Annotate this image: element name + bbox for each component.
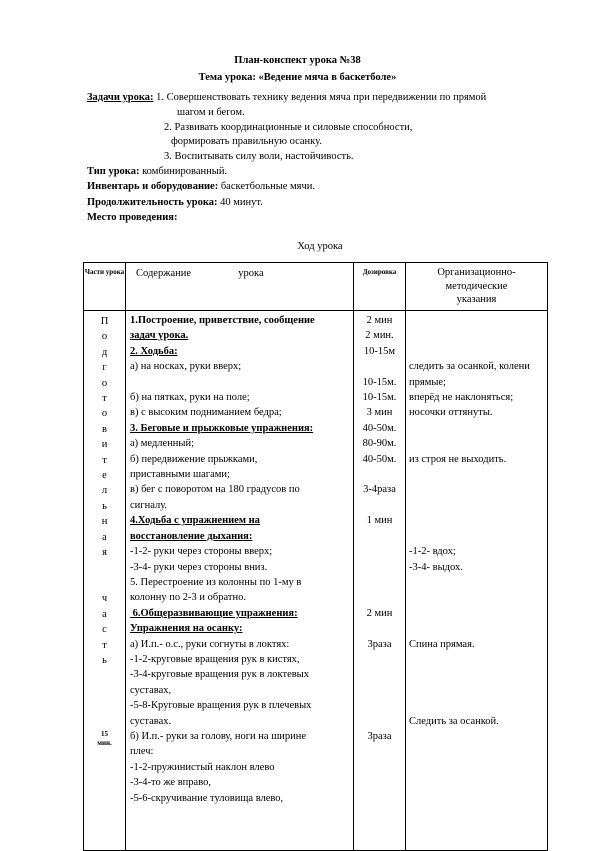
note-line: следить за осанкой, колени xyxy=(409,361,530,373)
note-line xyxy=(409,436,547,451)
content-line: б) И.п.- руки за голову, ноги на ширине xyxy=(130,730,307,742)
dose-line: 40-50м. xyxy=(362,422,397,434)
dose-line xyxy=(354,667,405,682)
inventory-label: Инвентарь и оборудование: xyxy=(87,181,219,192)
header-notes xyxy=(406,263,548,311)
dose-line: 2 мин. xyxy=(365,330,394,342)
part-minutes: 15 xyxy=(101,730,108,739)
content-line: б) на пятках, руки на поле; xyxy=(130,392,250,404)
duration xyxy=(87,196,263,209)
place xyxy=(87,211,177,224)
content-line: а) И.п.- о.с., руки согнуты в локтях: xyxy=(130,638,290,650)
dose-line: 80-90м. xyxy=(362,438,397,450)
dose-line: 2 мин xyxy=(366,315,393,326)
content-line: 2. Ходьба: xyxy=(130,345,178,357)
content-line: Упражнения на осанку: xyxy=(130,623,243,635)
content-line: восстановление дыхания: xyxy=(130,530,253,542)
note-line xyxy=(409,606,547,621)
header-content xyxy=(126,263,354,311)
note-line xyxy=(409,498,547,513)
place-label: Место проведения: xyxy=(87,212,178,223)
vertical-letter: е xyxy=(102,470,107,482)
task-1a: 1. Совершенствовать технику ведения мяча при передвижении по прямой xyxy=(156,92,487,103)
vertical-letter: д xyxy=(101,346,108,358)
note-line xyxy=(409,652,547,667)
dose-line xyxy=(354,575,405,590)
note-line xyxy=(409,344,547,359)
table-header-row xyxy=(84,263,548,311)
content-line: 3. Беговые и прыжковые упражнения: xyxy=(130,422,314,434)
dose-line xyxy=(354,621,405,636)
task-1b: шагом и бегом. xyxy=(177,107,245,118)
note-line xyxy=(409,775,547,790)
vertical-letter: я xyxy=(102,547,107,559)
content-column xyxy=(126,311,354,851)
content-line: в) бег с поворотом на 180 градусов по xyxy=(130,484,300,496)
note-line xyxy=(409,313,547,328)
dose-line xyxy=(354,698,405,713)
note-line xyxy=(409,729,547,744)
lesson-type-value: комбинированный. xyxy=(139,166,228,177)
content-line: 4.Ходьба с упражнением на xyxy=(130,515,260,527)
header-content-label: Содержание урока xyxy=(136,268,264,279)
content-line: а) медленный; xyxy=(130,438,195,450)
dose-line: 3 мин xyxy=(366,407,393,419)
part-column xyxy=(84,311,126,851)
vertical-letters xyxy=(84,314,125,668)
note-line xyxy=(409,482,547,497)
content-line: -1-2- руки через стороны вверх; xyxy=(130,546,273,558)
dose-line: 10-15м. xyxy=(362,376,397,388)
content-line: -3-4- руки через стороны вниз. xyxy=(130,561,268,573)
note-line: Спина прямая. xyxy=(409,638,475,650)
dose-line xyxy=(354,467,405,482)
table-body-row xyxy=(84,311,548,851)
lesson-title: План-конспект урока №38 xyxy=(234,55,361,66)
header-dose: Дозировка xyxy=(354,263,406,311)
dose-line xyxy=(354,359,405,374)
dose-line xyxy=(354,560,405,575)
part-minutes-unit: мин. xyxy=(97,739,112,748)
dose-line xyxy=(354,544,405,559)
notes-column xyxy=(406,311,548,851)
duration-value: 40 минут. xyxy=(217,197,263,208)
dose-line: 10-15м. xyxy=(362,392,397,404)
dose-line: 3раза xyxy=(367,638,392,650)
vertical-letter: л xyxy=(101,485,108,497)
dose-line xyxy=(354,590,405,605)
dose-line: 40-50м. xyxy=(362,453,397,465)
section-title: Ход урока xyxy=(297,241,343,252)
note-line xyxy=(409,760,547,775)
dose-line xyxy=(354,775,405,790)
note-line xyxy=(409,791,547,806)
note-line: из строя не выходить. xyxy=(409,453,507,465)
vertical-letter: о xyxy=(101,377,108,389)
content-line: 5. Перестроение из колонны по 1-му в xyxy=(130,576,302,588)
dose-line xyxy=(354,791,405,806)
dose-line: 2 мин xyxy=(366,607,393,619)
vertical-letter: а xyxy=(102,608,107,620)
note-line: прямые; xyxy=(409,376,446,388)
content-line: -5-6-скручивание туловища влево, xyxy=(130,792,284,804)
note-line: Следить за осанкой. xyxy=(409,715,499,727)
dose-line xyxy=(354,744,405,759)
note-line xyxy=(409,744,547,759)
note-line xyxy=(409,575,547,590)
vertical-letter: о xyxy=(101,408,108,420)
lesson-type-label: Тип урока: xyxy=(87,166,140,177)
note-line xyxy=(409,328,547,343)
tasks-label: Задачи урока: xyxy=(87,92,154,103)
vertical-letter: ч xyxy=(101,593,108,605)
vertical-letter: П xyxy=(100,316,109,327)
dose-column xyxy=(354,311,406,851)
vertical-letter xyxy=(84,561,125,576)
note-line: носочки оттянуты. xyxy=(409,407,493,419)
content-line: приставными шагами; xyxy=(130,469,230,481)
vertical-letter: с xyxy=(102,624,107,636)
note-line xyxy=(409,698,547,713)
content-line: -1-2-пружинистый наклон влево xyxy=(130,761,275,773)
content-line: задач урока. xyxy=(130,330,189,342)
task-2b: формировать правильную осанку. xyxy=(171,136,322,147)
lesson-type xyxy=(87,165,227,178)
dose-line: 1 мин xyxy=(366,515,393,527)
dose-line: 3-4раза xyxy=(363,484,396,496)
note-line xyxy=(409,667,547,682)
vertical-letter: а xyxy=(102,531,107,543)
dose-line: 10-15м xyxy=(363,345,396,357)
content-line: а) на носках, руки вверх; xyxy=(130,361,242,373)
header-notes-3: указания xyxy=(456,294,497,305)
vertical-letter: н xyxy=(101,516,108,528)
content-line: в) с высоким подниманием бедра; xyxy=(130,407,282,419)
dose-line xyxy=(354,498,405,513)
vertical-letter: г xyxy=(102,362,107,374)
content-line xyxy=(130,375,349,390)
header-notes-2: методические xyxy=(445,280,508,292)
dose-line xyxy=(354,529,405,544)
dose-line xyxy=(354,683,405,698)
content-line: суставах, xyxy=(130,684,172,696)
inventory xyxy=(87,180,315,193)
content-line: -5-8-Круговые вращения рук в плечевых xyxy=(130,700,312,712)
note-line: -3-4- выдох. xyxy=(409,561,463,573)
vertical-letter xyxy=(84,576,125,591)
vertical-letter: т xyxy=(102,393,107,405)
vertical-letter: т xyxy=(102,454,107,466)
note-line xyxy=(409,513,547,528)
note-line xyxy=(409,590,547,605)
tasks-line-1 xyxy=(87,91,486,104)
dose-line xyxy=(354,714,405,729)
note-line: -1-2- вдох; xyxy=(409,546,456,558)
content-line: -3-4-круговые вращения рук в локтевых xyxy=(130,669,309,681)
note-line xyxy=(409,467,547,482)
vertical-letter: т xyxy=(102,639,107,651)
header-notes-1: Организационно- xyxy=(437,267,516,278)
vertical-letter: ь xyxy=(102,500,107,512)
content-line: сигналу. xyxy=(130,499,168,511)
vertical-letter: ь xyxy=(102,654,107,666)
content-line: -3-4-то же вправо, xyxy=(130,777,211,789)
task-3: 3. Воспитывать силу воли, настойчивость. xyxy=(164,151,354,162)
lesson-plan-table xyxy=(83,262,548,851)
dose-line xyxy=(354,652,405,667)
note-line xyxy=(409,421,547,436)
vertical-letter: и xyxy=(101,439,108,451)
dose-line: 3раза xyxy=(367,730,392,742)
note-line xyxy=(409,621,547,636)
content-line: колонну по 2-3 и обратно. xyxy=(130,592,246,604)
inventory-value: баскетбольные мячи. xyxy=(218,181,316,192)
vertical-letter: о xyxy=(101,331,108,343)
content-line: -1-2-круговые вращения рук в кистях, xyxy=(130,653,300,665)
dose-line xyxy=(354,760,405,775)
lesson-topic: Тема урока: «Ведение мяча в баскетболе» xyxy=(198,72,397,83)
note-line xyxy=(409,683,547,698)
header-part: Части урока xyxy=(84,263,126,311)
content-line: плеч: xyxy=(130,746,154,758)
content-line: б) передвижение прыжками, xyxy=(130,453,258,465)
task-2a: 2. Развивать координационные и силовые способности, xyxy=(164,122,413,133)
content-line: суставах. xyxy=(130,715,172,727)
note-line xyxy=(409,529,547,544)
vertical-letter: в xyxy=(102,423,107,435)
content-line: 1.Построение, приветствие, сообщение xyxy=(130,315,315,326)
note-line: вперёд не наклоняться; xyxy=(409,392,514,404)
duration-label: Продолжительность урока: xyxy=(87,197,218,208)
content-line: 6.Общеразвивающие упражнения: xyxy=(130,607,298,619)
